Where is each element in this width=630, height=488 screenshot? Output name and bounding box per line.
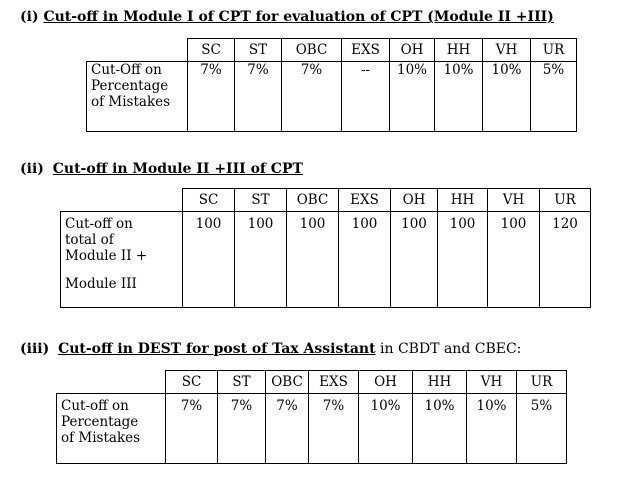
row-label: Cut-off on Percentage of Mistakes xyxy=(57,394,166,464)
column-header: EXS xyxy=(309,371,359,394)
column-header: VH xyxy=(467,371,517,394)
section2-heading xyxy=(20,161,303,177)
row-label: Cut-Off on Percentage of Mistakes xyxy=(87,62,188,132)
table-cell: 100 xyxy=(391,212,438,308)
column-header: SC xyxy=(188,39,235,62)
section1-heading xyxy=(20,9,554,25)
section1-number: (i) xyxy=(20,9,39,25)
table-cell: 5% xyxy=(531,62,577,132)
column-header: VH xyxy=(488,189,540,212)
section3-table xyxy=(56,370,567,464)
table-cell: 10% xyxy=(359,394,413,464)
column-header: EXS xyxy=(339,189,391,212)
column-header: UR xyxy=(540,189,591,212)
column-header: UR xyxy=(531,39,577,62)
table-cell: 7% xyxy=(309,394,359,464)
column-header: SC xyxy=(166,371,218,394)
column-header: OH xyxy=(391,189,438,212)
column-header: ST xyxy=(218,371,266,394)
table-cell: 100 xyxy=(488,212,540,308)
table-cell: 100 xyxy=(339,212,391,308)
table-cell: 120 xyxy=(540,212,591,308)
table-cell: 7% xyxy=(218,394,266,464)
table-cell: 100 xyxy=(438,212,488,308)
column-header: HH xyxy=(435,39,483,62)
column-header: HH xyxy=(413,371,467,394)
column-header: SC xyxy=(183,189,235,212)
section2-table xyxy=(60,188,591,308)
row-label: Cut-off on total of Module II + Module III xyxy=(61,212,183,308)
table-cell: 7% xyxy=(266,394,309,464)
section1-title: Cut-off in Module I of CPT for evaluation of CPT (Module II +III) xyxy=(43,9,554,25)
section2-number: (ii) xyxy=(20,161,44,177)
table-cell: 100 xyxy=(183,212,235,308)
table-cell: 100 xyxy=(235,212,287,308)
column-header: OBC xyxy=(266,371,309,394)
section1-table xyxy=(86,38,577,132)
column-header: UR xyxy=(517,371,567,394)
table-corner xyxy=(87,39,188,62)
column-header: HH xyxy=(438,189,488,212)
table-cell: 7% xyxy=(235,62,282,132)
table-cell: 10% xyxy=(413,394,467,464)
column-header: ST xyxy=(235,39,282,62)
table-cell: 100 xyxy=(287,212,339,308)
table-corner xyxy=(61,189,183,212)
column-header: VH xyxy=(483,39,531,62)
section2-title: Cut-off in Module II +III of CPT xyxy=(52,161,303,177)
column-header: ST xyxy=(235,189,287,212)
table-cell: 7% xyxy=(188,62,235,132)
column-header: OH xyxy=(359,371,413,394)
table-cell: 10% xyxy=(435,62,483,132)
table-cell: 10% xyxy=(390,62,435,132)
column-header: OH xyxy=(390,39,435,62)
column-header: EXS xyxy=(342,39,390,62)
table-cell: 5% xyxy=(517,394,567,464)
section3-title-suffix: in CBDT and CBEC: xyxy=(375,341,522,357)
column-header: OBC xyxy=(287,189,339,212)
table-corner xyxy=(57,371,166,394)
table-cell: -- xyxy=(342,62,390,132)
table-cell: 7% xyxy=(166,394,218,464)
table-cell: 10% xyxy=(483,62,531,132)
section3-number: (iii) xyxy=(20,341,50,357)
table-cell: 10% xyxy=(467,394,517,464)
section3-title: Cut-off in DEST for post of Tax Assistant xyxy=(58,341,376,357)
table-cell: 7% xyxy=(282,62,342,132)
section3-heading xyxy=(20,341,521,357)
column-header: OBC xyxy=(282,39,342,62)
